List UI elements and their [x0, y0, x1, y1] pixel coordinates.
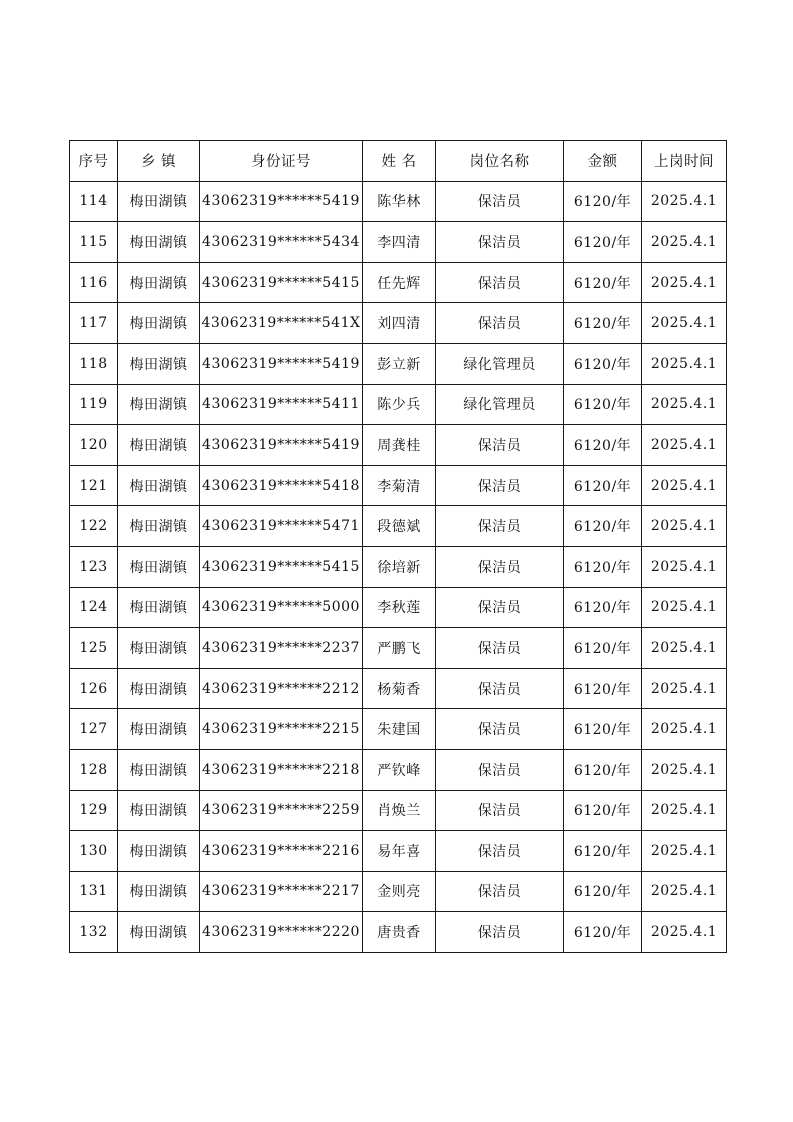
cell-id-number: 43062319******5419 — [200, 181, 363, 222]
cell-seq: 124 — [70, 587, 118, 628]
cell-id-number: 43062319******5000 — [200, 587, 363, 628]
cell-id-number: 43062319******5471 — [200, 506, 363, 547]
cell-seq: 123 — [70, 546, 118, 587]
cell-township: 梅田湖镇 — [118, 303, 200, 344]
cell-township: 梅田湖镇 — [118, 181, 200, 222]
cell-name: 陈华林 — [363, 181, 436, 222]
cell-amount: 6120/年 — [564, 749, 642, 790]
table-row — [70, 749, 727, 790]
cell-amount: 6120/年 — [564, 912, 642, 953]
cell-amount: 6120/年 — [564, 303, 642, 344]
table-row — [70, 222, 727, 263]
cell-position: 保洁员 — [436, 709, 564, 750]
cell-township: 梅田湖镇 — [118, 506, 200, 547]
cell-start-date: 2025.4.1 — [642, 668, 727, 709]
cell-seq: 125 — [70, 628, 118, 669]
cell-township: 梅田湖镇 — [118, 709, 200, 750]
cell-amount: 6120/年 — [564, 587, 642, 628]
header-position: 岗位名称 — [436, 141, 564, 182]
cell-seq: 114 — [70, 181, 118, 222]
cell-id-number: 43062319******5415 — [200, 262, 363, 303]
cell-amount: 6120/年 — [564, 384, 642, 425]
cell-start-date: 2025.4.1 — [642, 749, 727, 790]
cell-seq: 129 — [70, 790, 118, 831]
cell-amount: 6120/年 — [564, 465, 642, 506]
cell-position: 保洁员 — [436, 831, 564, 872]
cell-start-date: 2025.4.1 — [642, 709, 727, 750]
cell-amount: 6120/年 — [564, 343, 642, 384]
cell-township: 梅田湖镇 — [118, 912, 200, 953]
cell-id-number: 43062319******2212 — [200, 668, 363, 709]
table-row — [70, 343, 727, 384]
cell-name: 李菊清 — [363, 465, 436, 506]
cell-start-date: 2025.4.1 — [642, 181, 727, 222]
cell-amount: 6120/年 — [564, 181, 642, 222]
cell-amount: 6120/年 — [564, 790, 642, 831]
cell-position: 保洁员 — [436, 871, 564, 912]
table-row — [70, 546, 727, 587]
table-row — [70, 587, 727, 628]
cell-seq: 131 — [70, 871, 118, 912]
cell-position: 保洁员 — [436, 506, 564, 547]
cell-township: 梅田湖镇 — [118, 425, 200, 466]
cell-id-number: 43062319******2259 — [200, 790, 363, 831]
table-row — [70, 425, 727, 466]
cell-amount: 6120/年 — [564, 628, 642, 669]
cell-township: 梅田湖镇 — [118, 343, 200, 384]
table-row — [70, 181, 727, 222]
cell-amount: 6120/年 — [564, 506, 642, 547]
cell-start-date: 2025.4.1 — [642, 587, 727, 628]
cell-id-number: 43062319******5418 — [200, 465, 363, 506]
cell-position: 保洁员 — [436, 181, 564, 222]
cell-start-date: 2025.4.1 — [642, 506, 727, 547]
personnel-table — [69, 140, 727, 953]
cell-start-date: 2025.4.1 — [642, 222, 727, 263]
cell-seq: 121 — [70, 465, 118, 506]
header-start-date: 上岗时间 — [642, 141, 727, 182]
cell-start-date: 2025.4.1 — [642, 384, 727, 425]
table-row — [70, 912, 727, 953]
cell-amount: 6120/年 — [564, 425, 642, 466]
cell-position: 保洁员 — [436, 222, 564, 263]
cell-position: 保洁员 — [436, 668, 564, 709]
cell-amount: 6120/年 — [564, 546, 642, 587]
cell-start-date: 2025.4.1 — [642, 343, 727, 384]
cell-seq: 127 — [70, 709, 118, 750]
cell-position: 保洁员 — [436, 587, 564, 628]
cell-township: 梅田湖镇 — [118, 871, 200, 912]
cell-name: 严钦峰 — [363, 749, 436, 790]
cell-start-date: 2025.4.1 — [642, 628, 727, 669]
cell-id-number: 43062319******2237 — [200, 628, 363, 669]
cell-township: 梅田湖镇 — [118, 831, 200, 872]
cell-start-date: 2025.4.1 — [642, 831, 727, 872]
cell-id-number: 43062319******5411 — [200, 384, 363, 425]
table-body — [70, 181, 727, 952]
cell-id-number: 43062319******2216 — [200, 831, 363, 872]
cell-amount: 6120/年 — [564, 871, 642, 912]
cell-name: 严鹏飞 — [363, 628, 436, 669]
cell-township: 梅田湖镇 — [118, 384, 200, 425]
cell-seq: 118 — [70, 343, 118, 384]
cell-township: 梅田湖镇 — [118, 628, 200, 669]
cell-id-number: 43062319******2220 — [200, 912, 363, 953]
header-row — [70, 141, 727, 182]
table-row — [70, 790, 727, 831]
table-row — [70, 628, 727, 669]
cell-start-date: 2025.4.1 — [642, 262, 727, 303]
cell-start-date: 2025.4.1 — [642, 790, 727, 831]
cell-seq: 126 — [70, 668, 118, 709]
cell-id-number: 43062319******5419 — [200, 343, 363, 384]
cell-name: 彭立新 — [363, 343, 436, 384]
header-seq: 序号 — [70, 141, 118, 182]
cell-amount: 6120/年 — [564, 709, 642, 750]
cell-township: 梅田湖镇 — [118, 546, 200, 587]
cell-position: 保洁员 — [436, 546, 564, 587]
cell-name: 朱建国 — [363, 709, 436, 750]
table-row — [70, 303, 727, 344]
cell-seq: 128 — [70, 749, 118, 790]
cell-amount: 6120/年 — [564, 831, 642, 872]
cell-start-date: 2025.4.1 — [642, 465, 727, 506]
cell-position: 保洁员 — [436, 425, 564, 466]
table-row — [70, 465, 727, 506]
cell-township: 梅田湖镇 — [118, 587, 200, 628]
cell-position: 绿化管理员 — [436, 384, 564, 425]
cell-id-number: 43062319******5434 — [200, 222, 363, 263]
cell-name: 任先辉 — [363, 262, 436, 303]
table-row — [70, 506, 727, 547]
cell-township: 梅田湖镇 — [118, 668, 200, 709]
cell-seq: 117 — [70, 303, 118, 344]
header-id-number: 身份证号 — [200, 141, 363, 182]
cell-seq: 130 — [70, 831, 118, 872]
cell-position: 保洁员 — [436, 262, 564, 303]
cell-township: 梅田湖镇 — [118, 262, 200, 303]
table-row — [70, 871, 727, 912]
cell-position: 保洁员 — [436, 628, 564, 669]
cell-id-number: 43062319******2218 — [200, 749, 363, 790]
cell-name: 易年喜 — [363, 831, 436, 872]
cell-start-date: 2025.4.1 — [642, 871, 727, 912]
header-amount: 金额 — [564, 141, 642, 182]
cell-start-date: 2025.4.1 — [642, 546, 727, 587]
cell-name: 金则亮 — [363, 871, 436, 912]
cell-start-date: 2025.4.1 — [642, 912, 727, 953]
cell-seq: 115 — [70, 222, 118, 263]
cell-id-number: 43062319******2215 — [200, 709, 363, 750]
cell-position: 保洁员 — [436, 303, 564, 344]
cell-name: 刘四清 — [363, 303, 436, 344]
table-row — [70, 831, 727, 872]
cell-amount: 6120/年 — [564, 668, 642, 709]
cell-amount: 6120/年 — [564, 222, 642, 263]
cell-name: 杨菊香 — [363, 668, 436, 709]
cell-name: 肖焕兰 — [363, 790, 436, 831]
table-row — [70, 384, 727, 425]
cell-id-number: 43062319******5415 — [200, 546, 363, 587]
header-name: 姓 名 — [363, 141, 436, 182]
cell-position: 保洁员 — [436, 912, 564, 953]
cell-name: 周龚桂 — [363, 425, 436, 466]
cell-township: 梅田湖镇 — [118, 465, 200, 506]
cell-seq: 120 — [70, 425, 118, 466]
cell-start-date: 2025.4.1 — [642, 303, 727, 344]
cell-name: 李秋莲 — [363, 587, 436, 628]
cell-position: 绿化管理员 — [436, 343, 564, 384]
header-township: 乡 镇 — [118, 141, 200, 182]
cell-township: 梅田湖镇 — [118, 222, 200, 263]
cell-name: 陈少兵 — [363, 384, 436, 425]
table-row — [70, 262, 727, 303]
cell-position: 保洁员 — [436, 790, 564, 831]
cell-id-number: 43062319******5419 — [200, 425, 363, 466]
cell-id-number: 43062319******541X — [200, 303, 363, 344]
table-row — [70, 668, 727, 709]
cell-id-number: 43062319******2217 — [200, 871, 363, 912]
cell-start-date: 2025.4.1 — [642, 425, 727, 466]
cell-name: 唐贵香 — [363, 912, 436, 953]
cell-township: 梅田湖镇 — [118, 790, 200, 831]
cell-name: 李四清 — [363, 222, 436, 263]
cell-position: 保洁员 — [436, 749, 564, 790]
cell-seq: 122 — [70, 506, 118, 547]
cell-seq: 119 — [70, 384, 118, 425]
cell-seq: 132 — [70, 912, 118, 953]
cell-amount: 6120/年 — [564, 262, 642, 303]
cell-name: 段德斌 — [363, 506, 436, 547]
table-row — [70, 709, 727, 750]
cell-seq: 116 — [70, 262, 118, 303]
table-header — [70, 141, 727, 182]
cell-name: 徐培新 — [363, 546, 436, 587]
cell-township: 梅田湖镇 — [118, 749, 200, 790]
cell-position: 保洁员 — [436, 465, 564, 506]
